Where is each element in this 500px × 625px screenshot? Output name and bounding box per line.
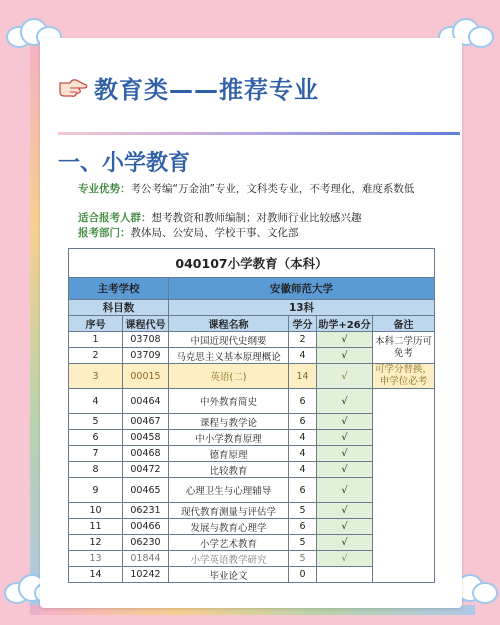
cell-credit: 4 — [289, 462, 317, 478]
cell-aid: √ — [317, 414, 373, 430]
cell-no: 14 — [69, 567, 123, 583]
cell-aid: √ — [317, 389, 373, 414]
info-crowd — [78, 211, 438, 226]
note-replace: 可学分替换，申学位必考 — [373, 364, 435, 389]
cell-aid: √ — [317, 519, 373, 535]
course-table — [68, 248, 435, 583]
cell-name: 德育原理 — [169, 446, 289, 462]
cell-credit: 5 — [289, 535, 317, 551]
cell-aid: √ — [317, 535, 373, 551]
cell-name: 现代教育测量与评估学 — [169, 503, 289, 519]
cell-credit: 4 — [289, 430, 317, 446]
table-heading: 040107小学教育（本科） — [69, 249, 435, 278]
cell-aid: √ — [317, 478, 373, 503]
col-header: 备注 — [373, 316, 435, 332]
cell-credit: 2 — [289, 332, 317, 348]
cell-code: 00464 — [123, 389, 169, 414]
cell-aid: √ — [317, 348, 373, 364]
cell-code: 00015 — [123, 364, 169, 389]
info-advantage — [78, 182, 418, 197]
cell-credit: 0 — [289, 567, 317, 583]
table-row — [69, 364, 435, 389]
cell-code: 00468 — [123, 446, 169, 462]
count-value: 13科 — [169, 300, 435, 316]
cell-code: 00458 — [123, 430, 169, 446]
cell-no: 12 — [69, 535, 123, 551]
advantage-text: 考公考编“万金油”专业，文科类专业，不考理化，难度系数低 — [130, 183, 415, 195]
col-header: 课程名称 — [169, 316, 289, 332]
cell-credit: 4 — [289, 446, 317, 462]
cell-name: 中国近现代史纲要 — [169, 332, 289, 348]
cell-name: 小学英语教学研究 — [169, 551, 289, 567]
cell-name: 比较教育 — [169, 462, 289, 478]
cell-credit: 14 — [289, 364, 317, 389]
cell-code: 00472 — [123, 462, 169, 478]
crowd-text: 想考教资和教师编制；对教师行业比较感兴趣 — [151, 212, 362, 224]
cell-no: 8 — [69, 462, 123, 478]
cell-aid: √ — [317, 551, 373, 567]
cell-name: 中小学教育原理 — [169, 430, 289, 446]
count-label: 科目数 — [69, 300, 169, 316]
cell-aid: √ — [317, 446, 373, 462]
cell-name: 马克思主义基本原理概论 — [169, 348, 289, 364]
cell-aid: √ — [317, 332, 373, 348]
cell-no: 1 — [69, 332, 123, 348]
cell-name: 课程与教学论 — [169, 414, 289, 430]
cell-credit: 6 — [289, 478, 317, 503]
cell-aid: √ — [317, 503, 373, 519]
cell-credit: 4 — [289, 348, 317, 364]
school-label: 主考学校 — [69, 278, 169, 300]
pointing-hand-icon — [58, 77, 88, 99]
cell-credit: 6 — [289, 414, 317, 430]
advantage-label: 专业优势： — [78, 183, 131, 195]
cell-code: 03708 — [123, 332, 169, 348]
col-header: 课程代号 — [123, 316, 169, 332]
cell-name: 心理卫生与心理辅导 — [169, 478, 289, 503]
cell-no: 11 — [69, 519, 123, 535]
cell-name: 毕业论文 — [169, 567, 289, 583]
cell-code: 00466 — [123, 519, 169, 535]
cell-aid — [317, 567, 373, 583]
cell-aid: √ — [317, 430, 373, 446]
cell-no: 7 — [69, 446, 123, 462]
cell-name: 英语(二) — [169, 364, 289, 389]
cell-name: 小学艺术教育 — [169, 535, 289, 551]
cell-credit: 5 — [289, 551, 317, 567]
decor-stripe-left — [30, 30, 40, 615]
note-exempt: 本科二学历可免考 — [373, 332, 435, 364]
section-title: 一、小学教育 — [58, 151, 191, 176]
cell-no: 9 — [69, 478, 123, 503]
cell-no: 10 — [69, 503, 123, 519]
cell-code: 10242 — [123, 567, 169, 583]
dept-label: 报考部门： — [78, 227, 131, 239]
info-dept — [78, 226, 438, 241]
cell-aid: √ — [317, 462, 373, 478]
cell-no: 6 — [69, 430, 123, 446]
cell-credit: 6 — [289, 389, 317, 414]
col-header: 学分 — [289, 316, 317, 332]
cell-credit: 5 — [289, 503, 317, 519]
cell-no: 5 — [69, 414, 123, 430]
cell-no: 3 — [69, 364, 123, 389]
school-value: 安徽师范大学 — [169, 278, 435, 300]
cell-code: 03709 — [123, 348, 169, 364]
cell-no: 4 — [69, 389, 123, 414]
page-title: 教育类——推荐专业 — [94, 76, 319, 104]
cell-aid: √ — [317, 364, 373, 389]
cell-code: 00467 — [123, 414, 169, 430]
cell-code: 01844 — [123, 551, 169, 567]
dept-text: 教体局、公安局、学校干事、文化部 — [130, 227, 299, 239]
crowd-label: 适合报考人群： — [78, 212, 152, 224]
col-header: 助学+26分 — [317, 316, 373, 332]
col-header: 序号 — [69, 316, 123, 332]
note-empty — [373, 389, 435, 583]
cell-code: 06231 — [123, 503, 169, 519]
table-row — [69, 389, 435, 414]
table-row — [69, 332, 435, 348]
cell-no: 13 — [69, 551, 123, 567]
cell-code: 06230 — [123, 535, 169, 551]
title-divider — [58, 132, 460, 135]
cell-credit: 6 — [289, 519, 317, 535]
cell-code: 00465 — [123, 478, 169, 503]
title-row — [58, 70, 319, 105]
cell-no: 2 — [69, 348, 123, 364]
cell-name: 发展与教育心理学 — [169, 519, 289, 535]
cell-name: 中外教育简史 — [169, 389, 289, 414]
